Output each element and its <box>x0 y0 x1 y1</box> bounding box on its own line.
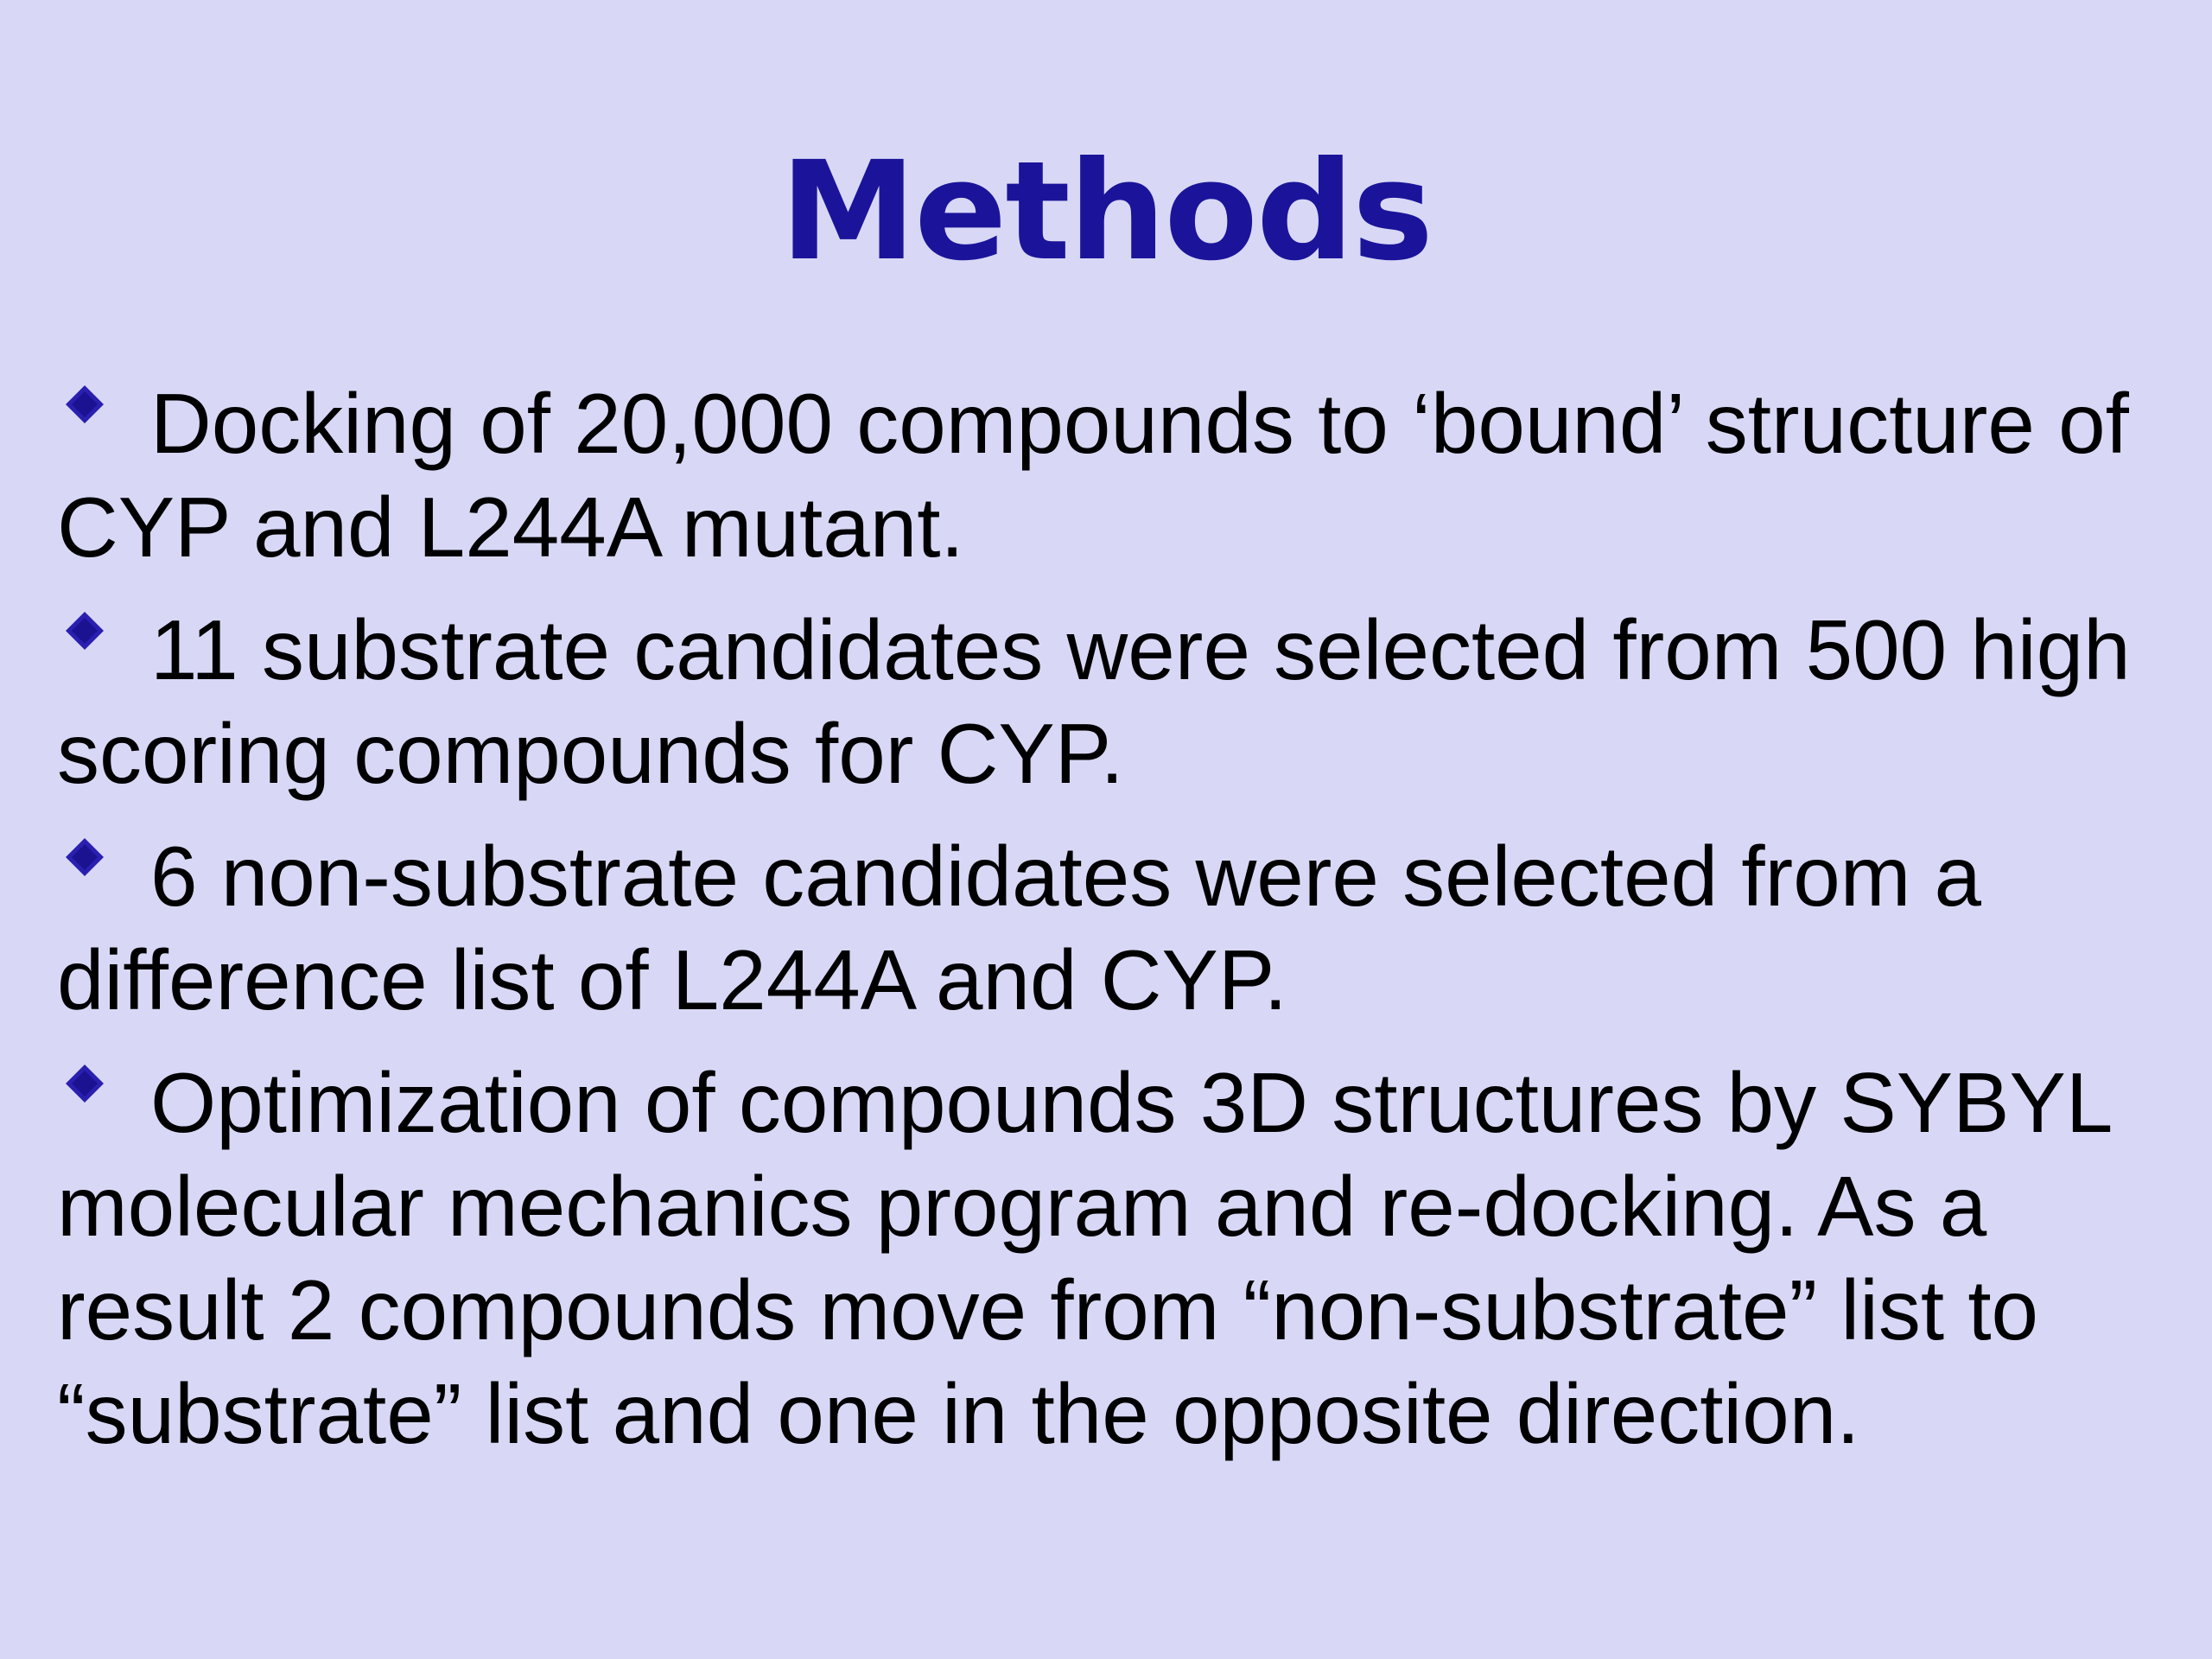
bullet-item-3 <box>57 824 2165 1032</box>
slide-title: Methods <box>779 132 1433 291</box>
bullet-list <box>57 372 2165 1484</box>
diamond-bullet-icon <box>57 610 150 679</box>
diamond-bullet-icon <box>57 836 150 906</box>
bullet-item-4 <box>57 1051 2165 1465</box>
diamond-bullet-icon <box>57 384 150 453</box>
bullet-text: 6 non-substrate candidates were selected from a difference list of L244A and CYP. <box>57 829 1982 1027</box>
bullet-text: Optimization of compounds 3D structures by SYBYL molecular mechanics program and re-docking. As a result 2 compounds move from “non-substrate” list to “substrate” list and one in the opposite direction. <box>57 1055 2110 1461</box>
bullet-item-1 <box>57 372 2165 579</box>
diamond-bullet-icon <box>57 1063 150 1132</box>
bullet-text: Docking of 20,000 compounds to ‘bound’ structure of CYP and L244A mutant. <box>57 376 2129 575</box>
bullet-item-2 <box>57 598 2165 805</box>
bullet-text: 11 substrate candidates were selected from 500 high scoring compounds for CYP. <box>57 602 2131 801</box>
